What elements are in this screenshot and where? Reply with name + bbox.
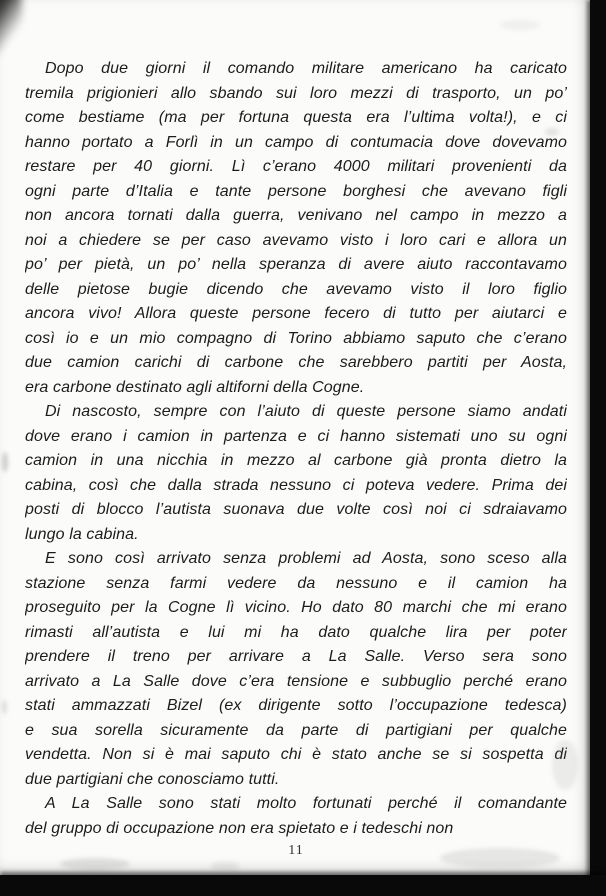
text-line: hanno portato a Forlì in un campo di contumacia dove dovevamo (25, 133, 567, 151)
scan-speck (2, 452, 8, 472)
scan-speck (210, 862, 240, 870)
text-line: due camion carichi di carbone che sarebbero partiti per Aosta, (25, 354, 567, 371)
scan-speck (500, 20, 540, 30)
page-text (25, 57, 567, 841)
paragraph (25, 57, 567, 400)
text-line: E sono così arrivato senza problemi ad Aosta, sono sceso alla (45, 550, 567, 567)
page-number: 11 (288, 843, 304, 858)
text-line: vendetta. Non si è mai saputo chi è stato anche se si sospetta di (25, 746, 567, 763)
scan-speck (440, 848, 560, 868)
text-line: ogni parte d’Italia e tante persone borghesi che avevano figli (25, 182, 567, 200)
text-line: ancora vivo! Allora queste persone fecero di tutto per aiutarci e (25, 305, 567, 322)
text-line: tremila prigionieri allo sbando sui loro mezzi di trasporto, un po’ (25, 84, 567, 102)
text-line: po’ per pietà, un po’ nella speranza di avere aiuto raccontavamo (25, 256, 567, 273)
text-line: e sua sorella sicuramente da parte di partigiani per qualche (25, 721, 567, 739)
paragraph (25, 547, 567, 792)
text-line: proseguito per la Cogne lì vicino. Ho dato 80 marchi che mi erano (25, 599, 567, 616)
text-line: del gruppo di occupazione non era spietato e i tedeschi non (25, 819, 454, 837)
text-line: delle pietose bugie dicendo che avevamo visto il loro figlio (25, 280, 567, 298)
scan-speck (552, 740, 578, 790)
text-line: cabina, così che dalla strada nessuno ci poteva vedere. Prima dei (25, 476, 567, 494)
text-line: restare per 40 giorni. Lì c’erano 4000 militari provenienti da (25, 158, 567, 175)
text-line: era carbone destinato agli altiforni della Cogne. (25, 378, 365, 396)
text-line: dove erano i camion in partenza e ci hanno sistemati uno su ogni (25, 427, 567, 445)
text-line: Di nascosto, sempre con l’aiuto di queste persone siamo andati (45, 403, 567, 420)
text-line: arrivato a La Salle dove c’era tensione e subbuglio perché erano (25, 672, 567, 690)
text-line: posti di blocco l’autista suonava due volte così noi ci sdraiavamo (25, 501, 567, 518)
text-line: come bestiame (ma per fortuna questa era l’ultima volta!), e ci (25, 109, 567, 126)
text-line: stazione senza farmi vedere da nessuno e il camion ha (25, 574, 567, 592)
text-line: camion in una nicchia in mezzo al carbone già pronta dietro la (25, 452, 567, 469)
scan-speck (2, 700, 7, 714)
scan-border-bottom (0, 875, 606, 896)
text-line: Dopo due giorni il comando militare americano ha caricato (45, 60, 567, 77)
paragraph (25, 792, 567, 841)
text-line: stati ammazzati Bizel (ex dirigente sotto l’occupazione tedesca) (25, 697, 567, 714)
scan-border-right (590, 0, 606, 896)
text-line: così io e un mio compagno di Torino abbiamo saputo che c’erano (25, 329, 567, 347)
paragraph (25, 400, 567, 547)
text-line: lungo la cabina. (25, 525, 139, 543)
text-line: A La Salle sono stati molto fortunati perché il comandante (45, 795, 567, 812)
text-line: rimasti all’autista e lui mi ha dato qualche lira per poter (25, 623, 567, 641)
text-line: non ancora tornati dalla guerra, venivano nel campo in mezzo a (25, 207, 567, 224)
text-line: noi a chiedere se per caso avevamo visto i loro cari e allora un (25, 231, 567, 249)
text-line: prendere il treno per arrivare a La Salle. Verso sera sono (25, 648, 567, 665)
scan-smudge-topleft (0, 0, 22, 54)
scan-speck (60, 858, 130, 870)
scan-speck (545, 128, 559, 136)
text-line: due partigiani che conosciamo tutti. (25, 770, 280, 788)
